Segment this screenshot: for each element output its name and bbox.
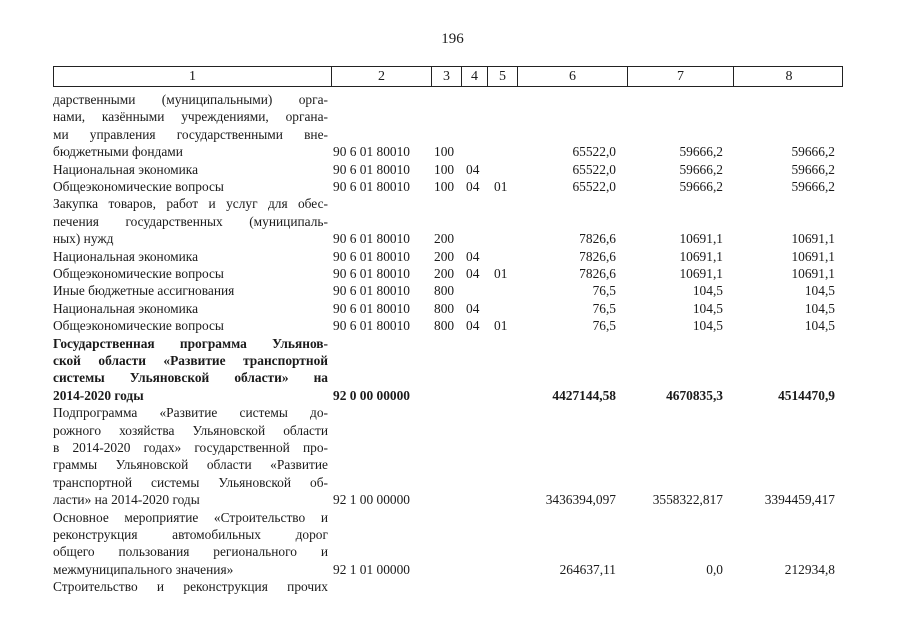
row-name: реконструкция автомобильных дорог <box>53 527 328 542</box>
page-number: 196 <box>441 31 464 47</box>
row-name: Основное мероприятие «Строительство и <box>53 509 328 525</box>
row-c3: 100 <box>434 144 455 160</box>
row-name: общего пользования регионального и <box>53 544 328 560</box>
row-name: ской области «Развитие транспортной <box>53 353 328 368</box>
header-col-1: 1 <box>54 67 332 86</box>
row-c4: 04 <box>466 179 480 194</box>
row-c8: 10691,1 <box>791 231 835 247</box>
row-name: Национальная экономика <box>53 248 199 264</box>
row-name: граммы Ульяновской области «Развитие <box>53 457 328 473</box>
header-col-3: 3 <box>432 67 462 86</box>
row-code: 92 1 00 00000 <box>333 492 410 508</box>
row-c6: 4427144,58 <box>552 387 616 403</box>
row-c8: 104,5 <box>804 318 835 334</box>
row-code: 90 6 01 80010 <box>333 300 410 316</box>
row-name: Строительство и реконструкция прочих <box>53 579 328 595</box>
row-c8: 104,5 <box>804 300 835 316</box>
header-col-6: 6 <box>518 67 628 86</box>
row-code: 90 6 01 80010 <box>333 318 410 334</box>
header-col-7: 7 <box>628 67 734 86</box>
row-name: Общеэкономические вопросы <box>53 179 224 194</box>
header-col-4: 4 <box>462 67 488 86</box>
row-name: Государственная программа Ульянов- <box>53 335 328 351</box>
row-name: бюджетными фондами <box>53 144 183 160</box>
row-c3: 200 <box>434 266 455 281</box>
row-c3: 100 <box>434 161 455 177</box>
row-name: ласти» на 2014-2020 годы <box>53 492 200 508</box>
row-c4: 04 <box>466 161 480 177</box>
row-c3: 800 <box>434 318 455 334</box>
row-name: Подпрограмма «Развитие системы до- <box>53 405 328 421</box>
row-name: Общеэкономические вопросы <box>53 266 224 281</box>
row-name: Национальная экономика <box>53 161 199 177</box>
row-name: межмуниципального значения» <box>53 561 234 577</box>
row-c7: 59666,2 <box>679 144 723 160</box>
row-c8: 59666,2 <box>791 179 835 194</box>
row-c6: 264637,11 <box>559 561 616 577</box>
row-c8: 59666,2 <box>791 144 835 160</box>
header-col-8: 8 <box>785 69 793 84</box>
row-c4: 04 <box>466 248 480 264</box>
row-name: ми управления государственными вне- <box>53 126 328 142</box>
row-name: системы Ульяновской области» на <box>53 370 328 386</box>
row-c8: 10691,1 <box>791 266 835 281</box>
row-name: транспортной системы Ульяновской об- <box>53 474 328 490</box>
row-c7: 10691,1 <box>679 231 723 247</box>
row-c5: 01 <box>494 266 508 281</box>
row-name: Иные бюджетные ассигнования <box>53 283 235 299</box>
row-c6: 7826,6 <box>579 248 616 264</box>
row-c8: 4514470,9 <box>778 387 835 403</box>
row-name: печения государственных (муниципаль- <box>53 213 328 229</box>
row-c7: 104,5 <box>692 283 723 299</box>
row-name: ных) нужд <box>53 231 114 247</box>
row-c5: 01 <box>494 179 508 194</box>
row-c6: 3436394,097 <box>545 492 616 508</box>
row-c7: 0,0 <box>706 561 723 577</box>
row-code: 90 6 01 80010 <box>333 283 410 299</box>
table-header <box>53 66 843 87</box>
row-name: нами, казёнными учреждениями, органа- <box>53 109 328 125</box>
row-c6: 7826,6 <box>579 266 616 281</box>
row-code: 90 6 01 80010 <box>333 231 410 247</box>
row-c7: 104,5 <box>692 318 723 334</box>
row-c6: 76,5 <box>592 283 616 299</box>
row-name: Закупка товаров, работ и услуг для обес- <box>53 196 328 212</box>
row-code: 90 6 01 80010 <box>333 144 410 160</box>
row-c4: 04 <box>466 266 480 281</box>
row-c6: 65522,0 <box>572 179 616 194</box>
row-c6: 76,5 <box>592 300 616 316</box>
row-name: Национальная экономика <box>53 300 199 316</box>
row-name: дарственными (муниципальными) орга- <box>53 92 328 107</box>
row-c7: 59666,2 <box>679 161 723 177</box>
row-c4: 04 <box>466 318 480 334</box>
row-code: 92 0 00 00000 <box>333 387 410 403</box>
row-c7: 3558322,817 <box>652 492 723 508</box>
row-name: 2014-2020 годы <box>53 387 144 403</box>
row-code: 90 6 01 80010 <box>333 161 410 177</box>
row-name: в 2014-2020 годах» государственной про- <box>53 440 328 455</box>
row-c6: 65522,0 <box>572 144 616 160</box>
row-name: рожного хозяйства Ульяновской области <box>53 422 328 438</box>
row-code: 90 6 01 80010 <box>333 248 410 264</box>
row-c7: 104,5 <box>692 300 723 316</box>
row-code: 90 6 01 80010 <box>333 179 410 194</box>
header-col-2: 2 <box>332 67 432 86</box>
row-c3: 100 <box>434 179 455 194</box>
row-c8: 59666,2 <box>791 161 835 177</box>
row-c8: 10691,1 <box>791 248 835 264</box>
row-c7: 10691,1 <box>679 248 723 264</box>
row-c7: 59666,2 <box>679 179 723 194</box>
row-c3: 200 <box>434 248 455 264</box>
row-c8: 104,5 <box>804 283 835 299</box>
row-c3: 200 <box>434 231 455 247</box>
row-c8: 3394459,417 <box>764 492 835 508</box>
row-c3: 800 <box>434 283 455 299</box>
row-c4: 04 <box>466 300 480 316</box>
row-code: 90 6 01 80010 <box>333 266 410 281</box>
row-c7: 4670835,3 <box>666 387 723 403</box>
row-c6: 76,5 <box>592 318 616 334</box>
row-c5: 01 <box>494 318 508 334</box>
row-c3: 800 <box>434 300 455 316</box>
row-name: Общеэкономические вопросы <box>53 318 224 334</box>
row-c7: 10691,1 <box>679 266 723 281</box>
row-c6: 65522,0 <box>572 161 616 177</box>
row-code: 92 1 01 00000 <box>333 561 410 577</box>
row-c8: 212934,8 <box>784 561 835 577</box>
row-c6: 7826,6 <box>579 231 616 247</box>
header-col-5: 5 <box>488 67 518 86</box>
